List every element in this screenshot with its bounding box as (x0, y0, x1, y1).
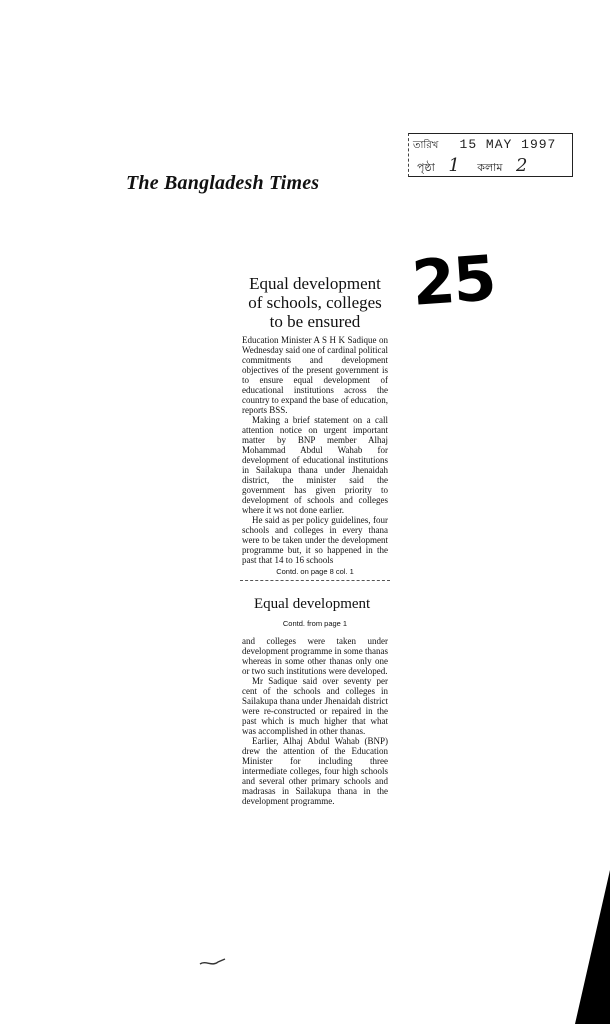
continued-to-note: Contd. on page 8 col. 1 (276, 567, 354, 576)
continuation-paragraph: Earlier, Alhaj Abdul Wahab (BNP) drew the attention of the Education Minister for including three intermediate colleges, four high schools and several other primary schools and madrasas in Sailakupa thana in the development programme. (242, 736, 388, 806)
headline-line: of schools, colleges (248, 293, 382, 312)
clipping-divider (240, 580, 390, 581)
article-clipping (240, 270, 390, 590)
newspaper-masthead: The Bangladesh Times (126, 172, 320, 194)
stamp-page-value: 1 (448, 155, 460, 176)
article-paragraph: Making a brief statement on a call attention notice on urgent important matter by BNP member Alhaj Mohammad Abdul Wahab for development of educational institutions in Sailakupa thana under Jhenaidah district, the minister said the government has given priority to development of schools and colleges where it ws not done earlier. (242, 415, 388, 515)
stamp-page-label: পৃষ্ঠা (417, 161, 435, 174)
stamp-column-value: 2 (515, 155, 528, 176)
stamp-column-label: কলাম (477, 161, 503, 174)
archive-date-stamp (408, 133, 573, 177)
pencil-mark-icon (198, 955, 228, 969)
headline-line: to be ensured (269, 312, 361, 331)
handwritten-page-number: 25 (409, 241, 497, 320)
headline-line: Equal development (249, 274, 381, 293)
continued-from-note: Contd. from page 1 (282, 619, 348, 628)
article-body (240, 335, 390, 565)
continuation-clipping (240, 590, 390, 830)
article-paragraph: He said as per policy guidelines, four schools and colleges in every thana were to be taken under the development programme but, it so happened in the past that 14 to 16 schools (242, 515, 388, 565)
article-headline (240, 270, 390, 331)
continuation-paragraph: and colleges were taken under development programme in some thanas whereas in some other thanas only one or two such institutions were developed. (242, 636, 388, 676)
continuation-headline: Equal development (254, 596, 371, 612)
article-paragraph: Education Minister A S H K Sadique on Wednesday said one of cardinal political commitments and development objectives of the present government is to ensure equal development of educational institutions across the country to expand the base of education, reports BSS. (242, 335, 388, 415)
continuation-body (240, 636, 390, 806)
continuation-paragraph: Mr Sadique said over seventy per cent of the schools and colleges in Sailakupa thana under Jhenaidah district were re-constructed or repaired in the past which is much higher that what was accomplished in other thanas. (242, 676, 388, 736)
stamp-date: 15 MAY 1997 (459, 137, 557, 152)
stamp-date-label: তারিখ (413, 140, 439, 151)
